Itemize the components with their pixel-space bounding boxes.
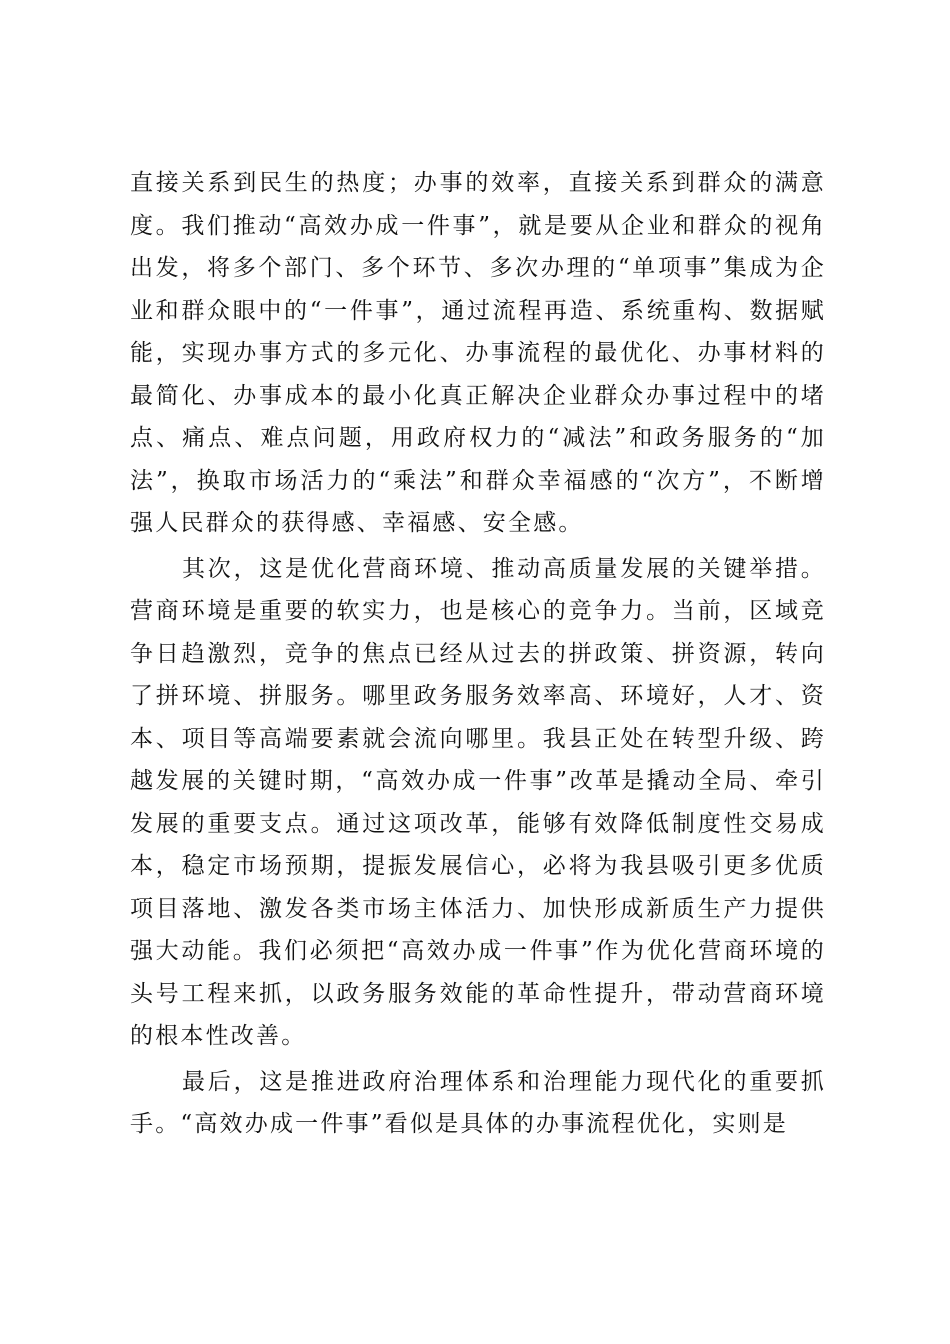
paragraph-last: 最后，这是推进政府治理体系和治理能力现代化的重要抓手。“高效办成一件事”看似是具体的办事流程优化，实则是 xyxy=(130,1068,826,1137)
document-page xyxy=(130,162,826,1146)
paragraph-second: 其次，这是优化营商环境、推动高质量发展的关键举措。营商环境是重要的软实力，也是核心的竞争力。当前，区域竞争日趋激烈，竞争的焦点已经从过去的拼政策、拼资源，转向了拼环境、拼服务。哪里政务服务效率高、环境好，人才、资本、项目等高端要素就会流向哪里。我县正处在转型升级、跨越发展的关键时期，“高效办成一件事”改革是撬动全局、牵引发展的重要支点。通过这项改革，能够有效降低制度性交易成本，稳定市场预期，提振发展信心，必将为我县吸引更多优质项目落地、激发各类市场主体活力、加快形成新质生产力提供强大动能。我们必须把“高效办成一件事”作为优化营商环境的头号工程来抓，以政务服务效能的革命性提升，带动营商环境的根本性改善。 xyxy=(130,555,826,1049)
paragraph-continuation: 直接关系到民生的热度；办事的效率，直接关系到群众的满意度。我们推动“高效办成一件事”，就是要从企业和群众的视角出发，将多个部门、多个环节、多次办理的“单项事”集成为企业和群众眼中的“一件事”，通过流程再造、系统重构、数据赋能，实现办事方式的多元化、办事流程的最优化、办事材料的最简化、办事成本的最小化真正解决企业群众办事过程中的堵点、痛点、难点问题，用政府权力的“减法”和政务服务的“加法”，换取市场活力的“乘法”和群众幸福感的“次方”，不断增强人民群众的获得感、幸福感、安全感。 xyxy=(130,170,826,536)
